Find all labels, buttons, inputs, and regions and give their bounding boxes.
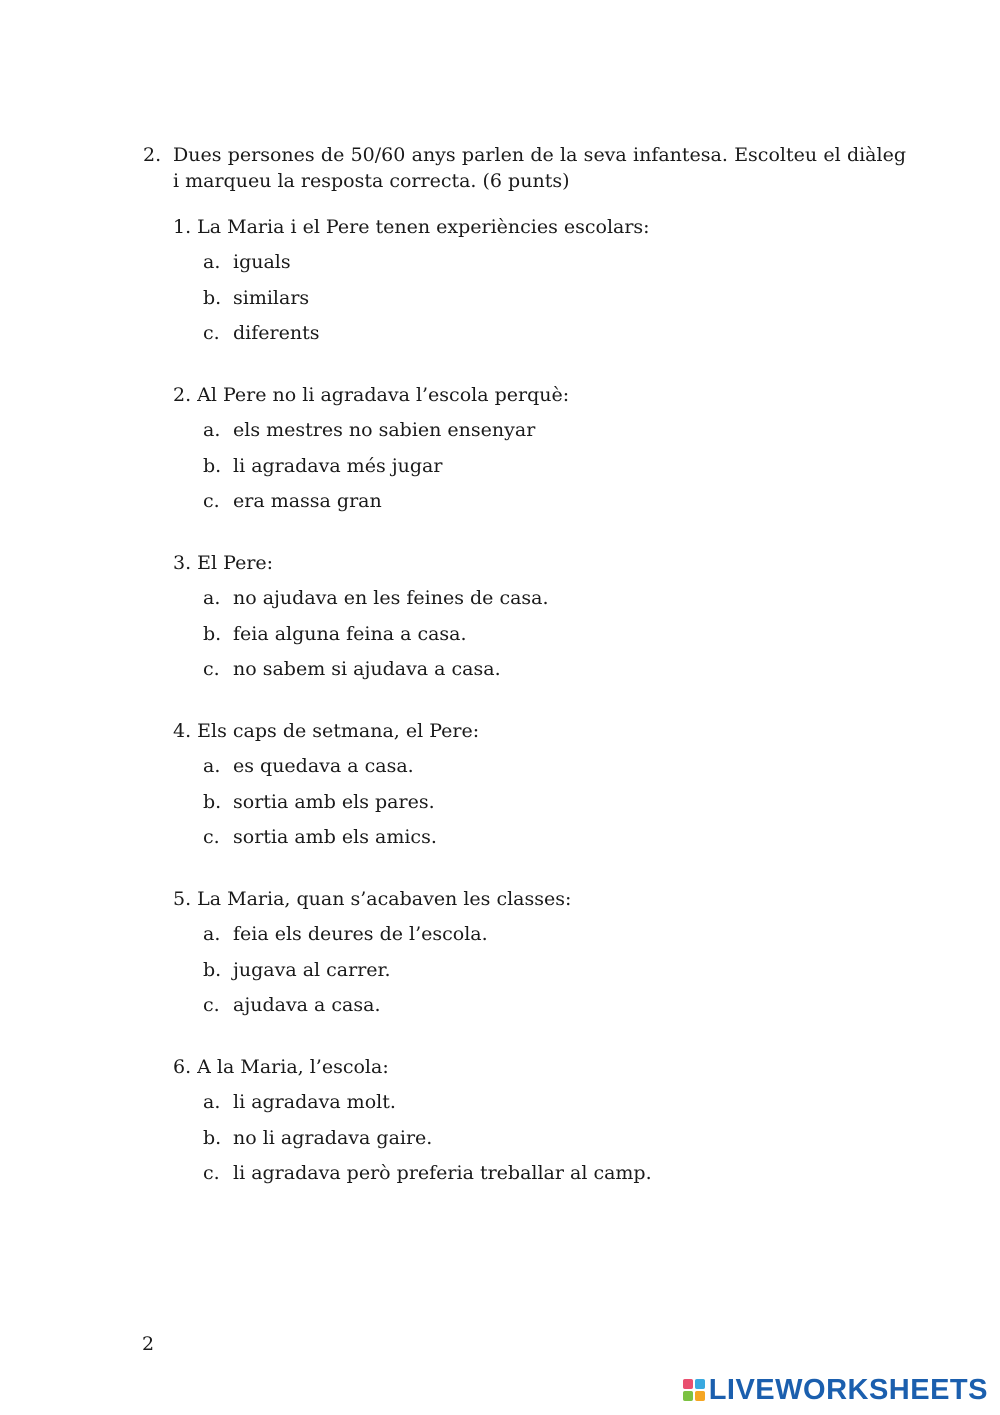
option-text: li agradava molt.	[233, 1091, 396, 1113]
option-text: feia alguna feina a casa.	[233, 622, 467, 645]
option-letter: b.	[203, 1126, 222, 1149]
question-title: 2. Al Pere no li agradava l’escola perquè:	[173, 384, 570, 406]
option-text: similars	[233, 286, 310, 309]
option-text: feia els deures de l’escola.	[233, 923, 488, 945]
answer-option[interactable]	[203, 656, 906, 682]
option-letter: a.	[203, 923, 221, 945]
answer-option[interactable]	[203, 957, 906, 983]
answer-option[interactable]	[203, 992, 906, 1018]
answer-option[interactable]	[203, 453, 906, 479]
option-text: es quedava a casa.	[233, 755, 414, 777]
option-letter: a.	[203, 1091, 221, 1113]
option-text: sortia amb els amics.	[233, 826, 437, 848]
answer-option[interactable]	[203, 824, 906, 850]
question-title: 4. Els caps de setmana, el Pere:	[173, 720, 480, 742]
liveworksheets-logo	[683, 1373, 988, 1407]
question-title: 5. La Maria, quan s’acabaven les classes:	[173, 888, 572, 910]
question-1	[173, 214, 906, 346]
option-letter: b.	[203, 286, 222, 309]
option-text: no ajudava en les feines de casa.	[233, 587, 549, 609]
answer-option[interactable]	[203, 753, 906, 779]
option-text: li agradava però preferia treballar al camp.	[233, 1162, 652, 1184]
option-letter: c.	[203, 490, 220, 512]
option-text: sortia amb els pares.	[233, 790, 435, 813]
answer-option[interactable]	[203, 1125, 906, 1151]
option-text: no sabem si ajudava a casa.	[233, 658, 501, 680]
brand-name: LIVEWORKSHEETS	[708, 1373, 988, 1406]
option-text: era massa gran	[233, 490, 382, 512]
question-2	[173, 382, 906, 514]
liveworksheets-logo-icon	[683, 1379, 705, 1401]
option-text: els mestres no sabien ensenyar	[233, 419, 536, 441]
option-letter: b.	[203, 958, 222, 981]
option-text: ajudava a casa.	[233, 994, 381, 1016]
question-3	[173, 550, 906, 682]
option-text: iguals	[233, 251, 291, 273]
exercise-header	[143, 142, 906, 194]
option-text: no li agradava gaire.	[233, 1126, 433, 1149]
answer-option[interactable]	[203, 585, 906, 611]
question-list	[173, 214, 906, 1186]
option-letter: b.	[203, 454, 222, 477]
option-letter: a.	[203, 419, 221, 441]
answer-option[interactable]	[203, 1089, 906, 1115]
answer-option[interactable]	[203, 921, 906, 947]
option-letter: a.	[203, 755, 221, 777]
page-number: 2	[142, 1333, 155, 1355]
option-letter: c.	[203, 994, 220, 1016]
option-letter: a.	[203, 587, 221, 609]
exercise-number: 2.	[143, 144, 162, 166]
answer-option[interactable]	[203, 488, 906, 514]
answer-option[interactable]	[203, 417, 906, 443]
question-title: 6. A la Maria, l’escola:	[173, 1056, 389, 1078]
question-title: 1. La Maria i el Pere tenen experiències escolars:	[173, 216, 650, 238]
exercise-2	[143, 142, 906, 1222]
answer-option[interactable]	[203, 249, 906, 275]
answer-option[interactable]	[203, 285, 906, 311]
answer-option[interactable]	[203, 1160, 906, 1186]
option-text: li agradava més jugar	[233, 454, 443, 477]
option-letter: c.	[203, 826, 220, 848]
option-letter: c.	[203, 658, 220, 680]
option-letter: b.	[203, 622, 222, 645]
answer-option[interactable]	[203, 789, 906, 815]
option-letter: a.	[203, 251, 221, 273]
option-letter: c.	[203, 322, 220, 344]
option-letter: c.	[203, 1162, 220, 1184]
answer-option[interactable]	[203, 320, 906, 346]
option-text: jugava al carrer.	[233, 958, 391, 981]
answer-option[interactable]	[203, 621, 906, 647]
option-text: diferents	[233, 322, 320, 344]
question-5	[173, 886, 906, 1018]
question-6	[173, 1054, 906, 1186]
exercise-instruction: Dues persones de 50/60 anys parlen de la seva infantesa. Escolteu el diàleg i marqueu la resposta correcta. (6 punts)	[173, 144, 906, 192]
question-title: 3. El Pere:	[173, 552, 274, 574]
question-4	[173, 718, 906, 850]
option-letter: b.	[203, 790, 222, 813]
